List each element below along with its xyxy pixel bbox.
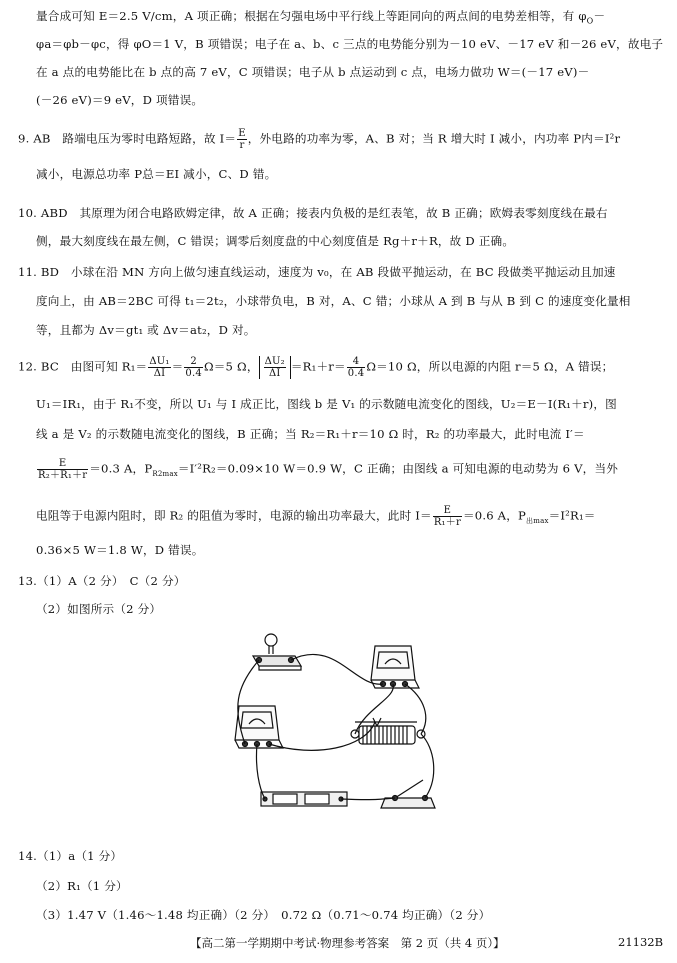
question-12-line-2: U₁＝IR₁，由于 R₁不变，所以 U₁ 与 I 成正比，图线 b 是 V₁ 的示数随电流变化的图线，U₂＝E－I(R₁＋r)，图 bbox=[36, 397, 617, 411]
circuit-diagram bbox=[225, 628, 445, 814]
document-code: 21132B bbox=[618, 935, 664, 949]
question-11-line-3: 等，且都为 Δv＝gt₁ 或 Δv＝at₂，D 对。 bbox=[36, 323, 256, 337]
text-line: 在 a 点的电势能比在 b 点的高 7 eV，C 项错误；电子从 b 点运动到 c 点，电场力做功 W＝(－17 eV)－ bbox=[36, 65, 590, 79]
question-10-line-2: 侧，最大刻度线在最左侧，C 错误；调零后刻度盘的中心刻度值是 Rg＋r＋R，故 D 正确。 bbox=[36, 234, 515, 248]
lamp bbox=[253, 634, 301, 670]
question-12-line-6: 0.36×5 W＝1.8 W，D 错误。 bbox=[36, 543, 204, 557]
question-12-line-3: 线 a 是 V₂ 的示数随电流变化的图线，B 正确；当 R₂＝R₁＋r＝10 Ω 时，R₂ 的功率最大，此时电流 I′＝ bbox=[36, 427, 585, 441]
question-9-line-1: 9. AB 路端电压为零时电路短路，故 I＝ $\frac{E}{r}$ ，外电路的功率为零，A、B 对；当 R 增大时 I 减小，内功率 P内＝I²r bbox=[18, 128, 621, 151]
question-11-line-1: 11. BD 小球在沿 MN 方向上做匀速直线运动，速度为 v₀，在 AB 段做平抛运动，在 BC 段做类平抛运动且加速 bbox=[18, 265, 616, 279]
question-14-line-3: （3）1.47 V（1.46～1.48 均正确）（2 分） 0.72 Ω（0.71～0.74 均正确）（2 分） bbox=[36, 908, 491, 922]
question-10-line-1: 10. ABD 其原理为闭合电路欧姆定律，故 A 正确；接表内负极的是红表笔，故 B 正确；欧姆表零刻度线在最右 bbox=[18, 206, 608, 220]
battery bbox=[261, 792, 347, 806]
wire bbox=[291, 654, 383, 684]
question-12-line-4: $\frac{E}{\text{R₂＋R₁＋r}}$ ＝0.3 A，$P_{R2max}=I'^2R_2=0.09\times 10$ W＝0.9 W，C 正确；由图线 a 可知电源的电动势为 6 V，当外 bbox=[38, 458, 619, 481]
question-9-line-2: 减小，电源总功率 P总＝EI 减小，C、D 错。 bbox=[36, 167, 277, 181]
voltmeter bbox=[371, 646, 419, 688]
question-12-line-5: 电阻等于电源内阻时，即 R₂ 的阻值为零时，电源的输出功率最大，此时 I＝ $\frac{E}{\text{R₁＋r}}$ ＝0.6 A，$P_{出max}=I^2R_1=$ bbox=[36, 505, 596, 528]
question-13-line-1: 13.（1）A（2 分） C（2 分） bbox=[18, 574, 186, 588]
question-12-line-1: 12. BC 由图可知 R₁＝ $\frac{\text{ΔU₁}}{\Delta I}$ ＝ $\frac{2}{0.4}$ Ω＝5 Ω， $\frac{\text{ΔU₂}}{\Delta I}$ ＝R₁＋r＝ $\frac{4}{0.4}$ Ω＝10 Ω，所以电源的内阻 r＝5 Ω，A 错误； bbox=[18, 356, 614, 379]
ammeter bbox=[235, 706, 283, 748]
text-line: (－26 eV)＝9 eV，D 项错误。 bbox=[36, 93, 204, 107]
text-line: 量合成可知 E＝2.5 V/cm，A 项正确；根据在匀强电场中平行线上等距同向的两点间的电势差相等，有 $\varphi_O-$ bbox=[36, 9, 606, 26]
page-footer: 【高二第一学期期中考试·物理参考答案 第 2 页（共 4 页）】 bbox=[190, 936, 505, 950]
question-14-line-1: 14.（1）a（1 分） bbox=[18, 849, 123, 863]
question-14-line-2: （2）R₁（1 分） bbox=[36, 879, 128, 893]
wire bbox=[256, 744, 265, 799]
question-13-line-2: （2）如图所示（2 分） bbox=[36, 602, 162, 616]
question-11-line-2: 度向上，由 AB＝2BC 可得 t₁＝2t₂，小球带负电，B 对，A、C 错；小球从 A 到 B 与从 B 到 C 的速度变化量相 bbox=[36, 294, 631, 308]
wire bbox=[421, 734, 434, 798]
text-line: φa＝φb－φc，得 φO＝1 V，B 项错误；电子在 a、b、c 三点的电势能分别为－10 eV、－17 eV 和－26 eV，故电子 bbox=[36, 37, 664, 51]
